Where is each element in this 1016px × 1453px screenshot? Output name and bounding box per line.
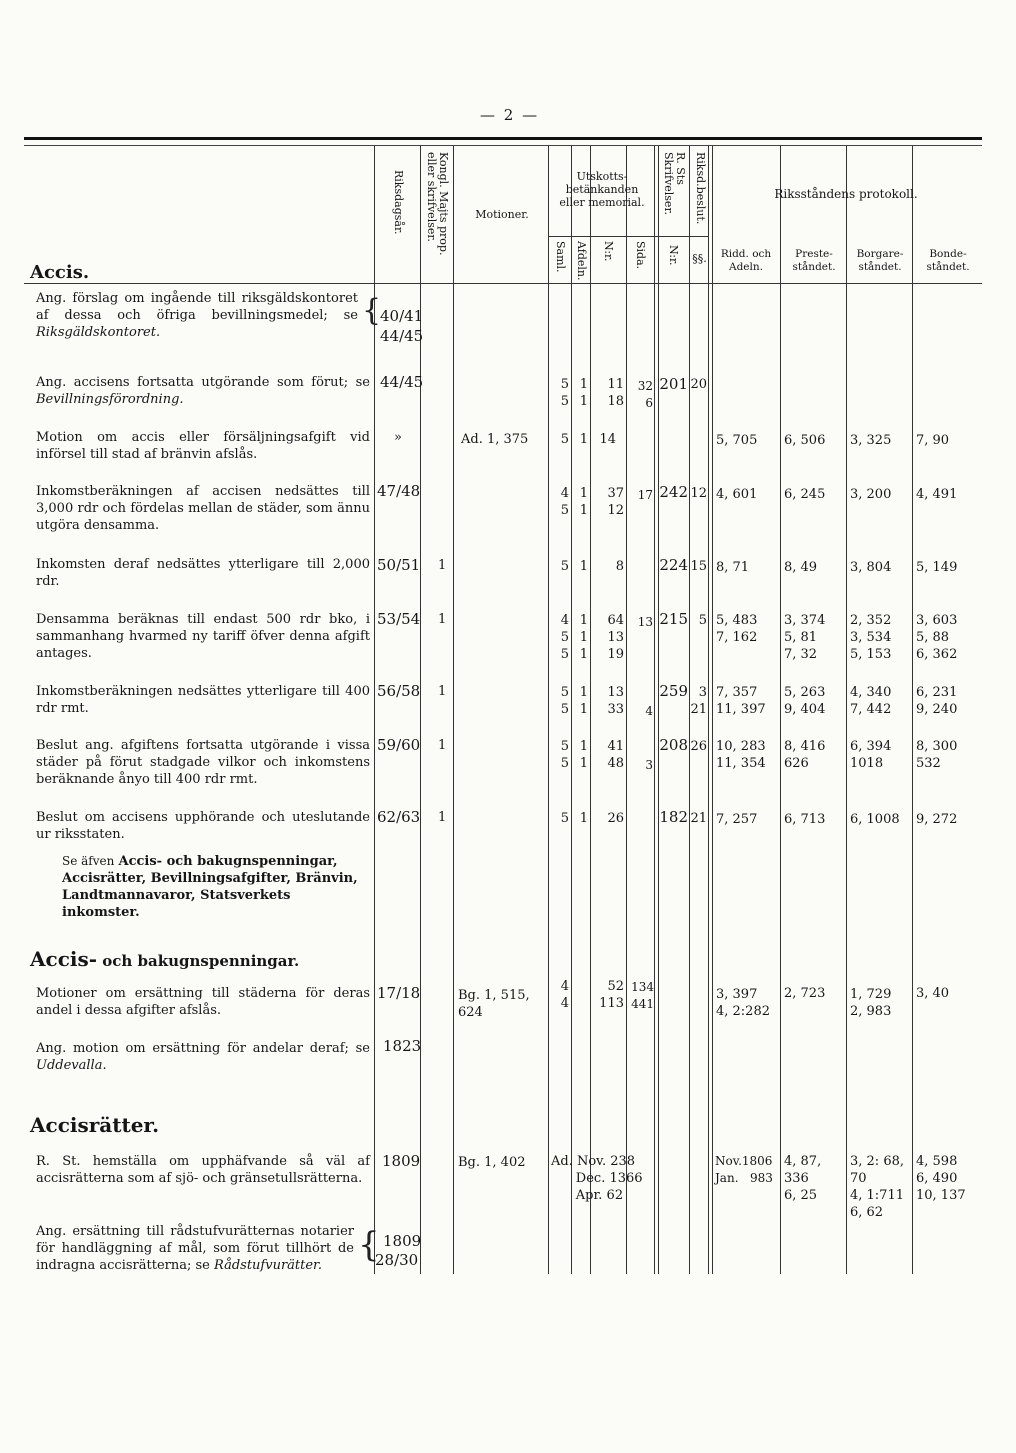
para-cell: 12	[690, 486, 707, 501]
entry-text	[36, 1223, 354, 1274]
borg-cell: 3, 200	[850, 487, 892, 502]
entry-ref: Rådstufvurätter.	[214, 1258, 322, 1273]
borg-cell: 1, 729 2, 983	[850, 987, 892, 1019]
entry-text: Beslut ang. afgiftens fortsatta utgörande i vissa städer på förut stadgade vilkor och inkomstens beräknande ånyo till 400 rdr rmt.	[36, 738, 370, 787]
entry-text: Densamma beräknas till endast 500 rdr bko, i sammanhang hvarmed ny tariff öfver denna afgift antages.	[36, 612, 370, 661]
nr-cell: 52 113	[599, 979, 624, 1011]
entry-text: R. St. hemställa om upphäfvande så väl af accisrätterna som af sjö- och gränsetullsrätterna.	[36, 1154, 370, 1186]
entry-body: Ang. ersättning till rådstufvurätternas notarier för handläggning af mål, som förut tillhört de indragna accisrätterna; se	[36, 1224, 354, 1273]
year-cell: 50/51	[377, 556, 421, 574]
col-line	[912, 146, 913, 1274]
preste-cell: 4, 87, 336 6, 25	[784, 1154, 822, 1203]
year-cell: 44/45	[380, 327, 424, 345]
preste-cell: 8, 416 626	[784, 739, 826, 771]
bonde-cell: 8, 300 532	[916, 739, 958, 771]
afd-cell: 1 1	[579, 739, 588, 771]
header-sida: Sida.	[634, 241, 647, 270]
afd-cell: 1	[579, 559, 588, 574]
utskott-cell: Ad. Nov. 238 Dec. 1366 Apr. 62	[551, 1154, 643, 1203]
col-line-double	[654, 146, 659, 1274]
kongl-cell: 1	[438, 558, 447, 573]
header-nr: N:r.	[602, 241, 615, 262]
kongl-cell: 1	[438, 810, 447, 825]
rst-cell: 208	[659, 736, 688, 754]
sida-cell: 4	[645, 704, 653, 718]
header-riksdagsar: Riksdagsår.	[392, 170, 405, 235]
header-bottom-rule	[24, 283, 982, 284]
year-cell: 59/60	[377, 736, 421, 754]
saml-cell: 4 4	[560, 979, 569, 1011]
see-also-refs: Accis- och bakugnspenningar, Accisrätter, Bevillningsafgifter, Bränvin, Landtmannavaror, Statsverkets inkomster.	[62, 854, 358, 920]
header-preste: Preste-ståndet.	[792, 248, 836, 273]
sida-cell: 3	[645, 758, 653, 772]
nr-cell: 64 13 19	[607, 613, 624, 662]
bonde-cell: 5, 149	[916, 560, 958, 575]
header-saml: Saml.	[554, 241, 567, 273]
col-line	[780, 146, 781, 1274]
kongl-cell: 1	[438, 684, 447, 699]
bonde-cell: 6, 231 9, 240	[916, 685, 958, 717]
section-title-accis: Accis.	[30, 262, 90, 283]
preste-cell: 2, 723	[784, 986, 826, 1001]
ridd-cell: 10, 283 11, 354	[716, 739, 766, 771]
sida-cell: 134 441	[631, 980, 654, 1011]
para-cell: 3 21	[690, 685, 707, 717]
sida-cell: 32 6	[637, 379, 653, 410]
section-title-rest: och bakugnspenningar.	[97, 952, 300, 970]
header-afdeln: Afdeln.	[575, 241, 588, 281]
preste-cell: 3, 374 5, 81 7, 32	[784, 613, 826, 662]
ridd-cell: 5, 705	[716, 433, 758, 448]
nr-cell: 37 12	[607, 486, 624, 518]
col-line	[590, 146, 591, 1274]
year-cell: 53/54	[377, 610, 421, 628]
motion-cell: Ad. 1, 375	[461, 432, 529, 447]
see-also-note	[62, 853, 370, 921]
header-bonde: Bonde-ståndet.	[926, 248, 970, 273]
entry-body: Ang. motion om ersättning för andelar deraf; se	[36, 1041, 370, 1056]
col-line	[548, 146, 549, 1274]
saml-cell: 5	[560, 432, 569, 447]
rst-cell: 242	[659, 483, 688, 501]
para-cell: 20	[690, 377, 707, 392]
header-motioner: Motioner.	[475, 208, 529, 221]
ridd-cell: 7, 257	[716, 812, 758, 827]
preste-cell: 6, 506	[784, 433, 826, 448]
entry-body: Ang. förslag om ingående till riksgäldskontoret af dessa och öfriga bevillningsmedel; se	[36, 291, 358, 323]
year-cell: 1809	[382, 1152, 421, 1170]
kongl-cell: 1	[438, 612, 447, 627]
year-cell: 1823	[383, 1037, 422, 1055]
nr-cell: 11 18	[607, 377, 624, 409]
motion-cell: Bg. 1, 515, 624	[458, 988, 530, 1020]
ridd-cell: 7, 357 11, 397	[716, 685, 766, 717]
afd-cell: 1 1 1	[579, 613, 588, 662]
ridd-cell: 4, 601	[716, 487, 758, 502]
top-rule-thin	[24, 145, 982, 146]
section-title-bakugnspenningar	[30, 947, 299, 971]
nr-cell: 8	[615, 559, 624, 574]
year-cell: 40/41	[380, 307, 424, 325]
header-kongl: Kongl. Majts prop. eller skrifvelser.	[425, 152, 450, 256]
year-cell: 44/45	[380, 373, 424, 391]
para-cell: 26	[690, 739, 707, 754]
preste-cell: 6, 245	[784, 487, 826, 502]
page-number: — 2 —	[480, 106, 540, 124]
entry-text: Motion om accis eller försäljningsafgift vid införsel till stad af bränvin afslås.	[36, 430, 370, 462]
borg-cell: 3, 325	[850, 433, 892, 448]
col-line	[453, 146, 454, 1274]
year-cell: 56/58	[377, 682, 421, 700]
bonde-cell: 3, 40	[916, 986, 950, 1001]
entry-text: Inkomsten deraf nedsättes ytterligare till 2,000 rdr.	[36, 557, 370, 589]
entry-ref: Uddevalla.	[36, 1058, 107, 1073]
para-cell: 15	[690, 559, 707, 574]
year-cell: 28/30	[375, 1251, 419, 1269]
preste-cell: 5, 263 9, 404	[784, 685, 826, 717]
col-line	[626, 146, 627, 1274]
saml-cell: 5	[560, 559, 569, 574]
header-rsts: R. Sts Skrifvelser.	[662, 152, 687, 215]
year-cell: »	[394, 430, 402, 445]
col-line-double	[708, 146, 713, 1274]
entry-body: Ang. accisens fortsatta utgörande som förut; se	[36, 375, 370, 390]
borg-cell: 6, 1008	[850, 812, 900, 827]
entry-text	[36, 290, 358, 341]
ridd-cell: Nov.1806 Jan. 983	[715, 1154, 773, 1185]
afd-cell: 1 1	[579, 377, 588, 409]
header-borgare: Borgare-ståndet.	[856, 248, 904, 273]
saml-cell: 5 5	[560, 685, 569, 717]
year-cell: 47/48	[377, 482, 421, 500]
saml-cell: 4 5 5	[560, 613, 569, 662]
bonde-cell: 3, 603 5, 88 6, 362	[916, 613, 958, 662]
year-cell: 62/63	[377, 808, 421, 826]
saml-cell: 5	[560, 811, 569, 826]
entry-text	[36, 374, 370, 408]
header-riksd-beslut: Riksd.beslut.	[694, 152, 707, 225]
nr-cell: 26	[607, 811, 624, 826]
entry-text: Motioner om ersättning till städerna för deras andel i dessa afgifter afslås.	[36, 986, 370, 1018]
kongl-cell: 1	[438, 738, 447, 753]
see-also-prefix: Se äfven	[62, 854, 115, 868]
col-line	[846, 146, 847, 1274]
bonde-cell: 9, 272	[916, 812, 958, 827]
borg-cell: 2, 352 3, 534 5, 153	[850, 613, 892, 662]
borg-cell: 3, 2: 68, 70 4, 1:711 6, 62	[850, 1154, 904, 1220]
borg-cell: 3, 804	[850, 560, 892, 575]
year-cell: 17/18	[377, 984, 421, 1002]
borg-cell: 4, 340 7, 442	[850, 685, 892, 717]
brace: {	[358, 1225, 380, 1265]
afd-cell: 1 1	[579, 486, 588, 518]
section-title-main: Accis-	[30, 947, 98, 971]
rst-cell: 201	[659, 375, 688, 393]
para-cell: 21	[690, 811, 707, 826]
entry-text	[36, 1040, 370, 1074]
entry-text: Beslut om accisens upphörande och uteslutande ur riksstaten.	[36, 810, 370, 842]
bonde-cell: 7, 90	[916, 433, 950, 448]
brace: {	[362, 293, 382, 328]
entry-text: Inkomstberäkningen af accisen nedsättes till 3,000 rdr och fördelas mellan de städer, som ännu utgöra densamma.	[36, 484, 370, 533]
rst-cell: 224	[659, 556, 688, 574]
header-utskotts: Utskotts- betänkanden eller memorial.	[559, 170, 645, 209]
sida-cell: 17	[637, 488, 653, 502]
bonde-cell: 4, 598 6, 490 10, 137	[916, 1154, 966, 1203]
top-rule	[24, 137, 982, 140]
sida-cell: 13	[637, 615, 653, 629]
afd-cell: 1	[579, 432, 588, 447]
entry-ref: Bevillningsförordning.	[36, 392, 184, 407]
entry-ref: Riksgäldskontoret.	[36, 325, 161, 340]
nr-cell: 41 48	[607, 739, 624, 771]
saml-cell: 5 5	[560, 739, 569, 771]
rst-cell: 215	[659, 610, 688, 628]
nr-cell: 13 33	[607, 685, 624, 717]
borg-cell: 6, 394 1018	[850, 739, 892, 771]
header-protokoll: Riksståndens protokoll.	[774, 187, 918, 201]
header-nr2: N:r.	[667, 245, 680, 266]
nr-cell: 14	[599, 432, 616, 447]
ridd-cell: 8, 71	[716, 560, 750, 575]
entry-text: Inkomstberäkningen nedsättes ytterligare till 400 rdr rmt.	[36, 684, 370, 716]
header-ridd: Ridd. och Adeln.	[720, 248, 772, 273]
motion-cell: Bg. 1, 402	[458, 1155, 526, 1170]
afd-cell: 1	[579, 811, 588, 826]
rst-cell: 182	[659, 808, 688, 826]
saml-cell: 5 5	[560, 377, 569, 409]
preste-cell: 6, 713	[784, 812, 826, 827]
ridd-cell: 3, 397 4, 2:282	[716, 987, 770, 1019]
header-para: §§.	[692, 252, 707, 265]
ridd-cell: 5, 483 7, 162	[716, 613, 758, 645]
saml-cell: 4 5	[560, 486, 569, 518]
bonde-cell: 4, 491	[916, 487, 958, 502]
para-cell: 5	[698, 613, 707, 628]
year-cell: 1809	[383, 1232, 422, 1250]
header-subrule	[548, 236, 708, 237]
preste-cell: 8, 49	[784, 560, 818, 575]
section-title-accisratter: Accisrätter.	[30, 1113, 160, 1137]
rst-cell: 259	[659, 682, 688, 700]
afd-cell: 1 1	[579, 685, 588, 717]
